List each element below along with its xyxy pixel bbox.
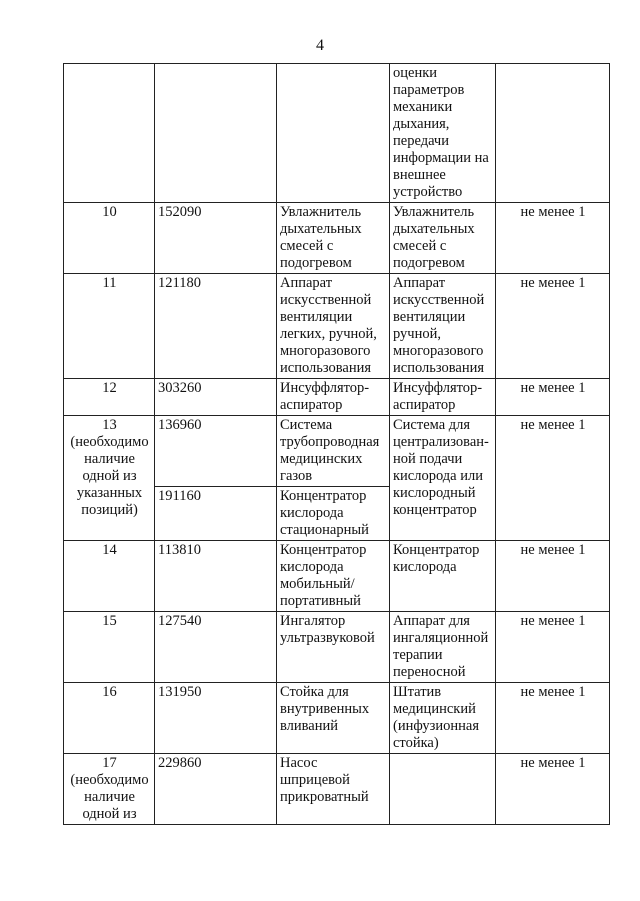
kind-cell: Увлажнитель дыхательных смесей с подогревом [277, 203, 390, 274]
table-row [64, 416, 610, 487]
page-number: 4 [316, 37, 324, 54]
table-row [64, 612, 610, 683]
quantity-cell: не менее 1 [496, 541, 610, 612]
row-number-cell: 16 [64, 683, 155, 754]
table-row [64, 754, 610, 825]
name-cell: Инсуффлятор- аспиратор [390, 379, 496, 416]
row-number-cell: 14 [64, 541, 155, 612]
row-number-cell: 15 [64, 612, 155, 683]
code-cell: 121180 [155, 274, 277, 379]
code-cell: 127540 [155, 612, 277, 683]
code-cell: 152090 [155, 203, 277, 274]
table-row [64, 203, 610, 274]
row-number-cell: 12 [64, 379, 155, 416]
quantity-cell: не менее 1 [496, 274, 610, 379]
name-cell [390, 754, 496, 825]
kind-cell [277, 64, 390, 203]
code-cell: 131950 [155, 683, 277, 754]
name-cell: оценки параметров механики дыхания, передачи информации на внешнее устройство [390, 64, 496, 203]
code-cell: 191160 [155, 487, 277, 541]
row-number-cell: 17 (необходимо наличие одной из [64, 754, 155, 825]
quantity-cell: не менее 1 [496, 612, 610, 683]
name-cell: Штатив медицинский (инфузионная стойка) [390, 683, 496, 754]
name-cell: Аппарат искусственной вентиляции ручной, многоразового использования [390, 274, 496, 379]
quantity-cell [496, 64, 610, 203]
code-cell: 229860 [155, 754, 277, 825]
row-number-cell: 10 [64, 203, 155, 274]
kind-cell: Стойка для внутривенных вливаний [277, 683, 390, 754]
kind-cell: Насос шприцевой прикроватный [277, 754, 390, 825]
row-number-cell: 11 [64, 274, 155, 379]
code-cell [155, 64, 277, 203]
kind-cell: Система трубопроводная медицинских газов [277, 416, 390, 487]
name-cell: Концентратор кислорода [390, 541, 496, 612]
quantity-cell: не менее 1 [496, 203, 610, 274]
kind-cell: Концентратор кислорода стационарный [277, 487, 390, 541]
quantity-cell: не менее 1 [496, 683, 610, 754]
code-cell: 113810 [155, 541, 277, 612]
name-cell: Аппарат для ингаляционной терапии переносной [390, 612, 496, 683]
row-number-cell [64, 64, 155, 203]
quantity-cell: не менее 1 [496, 754, 610, 825]
table-row [64, 541, 610, 612]
code-cell: 303260 [155, 379, 277, 416]
table-row [64, 683, 610, 754]
kind-cell: Концентратор кислорода мобильный/ портативный [277, 541, 390, 612]
name-cell: Увлажнитель дыхательных смесей с подогревом [390, 203, 496, 274]
quantity-cell: не менее 1 [496, 416, 610, 541]
name-cell: Система для централизован- ной подачи кислорода или кислородный концентратор [390, 416, 496, 541]
code-cell: 136960 [155, 416, 277, 487]
kind-cell: Ингалятор ультразвуковой [277, 612, 390, 683]
quantity-cell: не менее 1 [496, 379, 610, 416]
kind-cell: Инсуффлятор- аспиратор [277, 379, 390, 416]
row-number-cell: 13 (необходимо наличие одной из указанных позиций) [64, 416, 155, 541]
table-row [64, 64, 610, 203]
table-row [64, 274, 610, 379]
table-row [64, 379, 610, 416]
equipment-table [63, 63, 610, 825]
kind-cell: Аппарат искусственной вентиляции легких, ручной, многоразового использования [277, 274, 390, 379]
